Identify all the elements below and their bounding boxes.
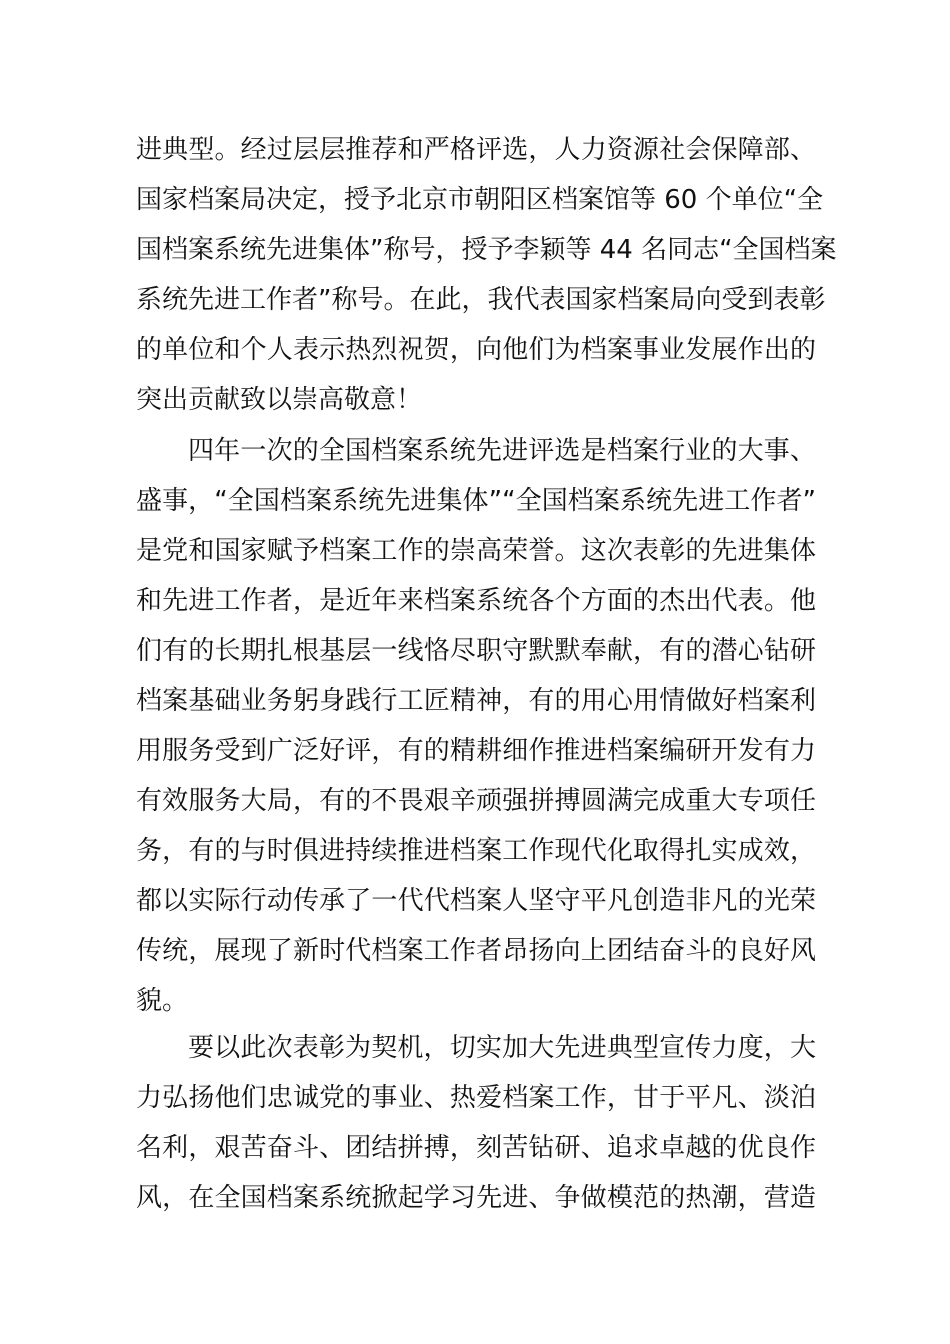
paragraph-3	[136, 1023, 816, 1223]
paragraph-2	[136, 426, 816, 1026]
text-line: 系统先进工作者”称号。在此，我代表国家档案局向受到表彰	[136, 285, 826, 315]
text-line: 力弘扬他们忠诚党的事业、热爱档案工作，甘于平凡、淡泊	[136, 1083, 816, 1113]
text-line: 突出贡献致以崇高敬意！	[136, 385, 423, 415]
text-line: 名利，艰苦奋斗、团结拼搏，刻苦钻研、追求卓越的优良作	[136, 1133, 816, 1163]
text-line: 和先进工作者，是近年来档案系统各个方面的杰出代表。他	[136, 586, 816, 616]
text-line: 国家档案局决定，授予北京市朝阳区档案馆等 60 个单位“全	[136, 185, 824, 215]
text-line: 国档案系统先进集体”称号，授予李颖等 44 名同志“全国档案	[136, 235, 837, 265]
text-line: 貌。	[136, 986, 189, 1016]
text-line: 档案基础业务躬身践行工匠精神，有的用心用情做好档案利	[136, 686, 816, 716]
text-line: 务，有的与时俱进持续推进档案工作现代化取得扎实成效，	[136, 836, 816, 866]
text-line: 是党和国家赋予档案工作的崇高荣誉。这次表彰的先进集体	[136, 536, 816, 566]
text-line: 的单位和个人表示热烈祝贺，向他们为档案事业发展作出的	[136, 335, 816, 365]
text-line: 盛事，“全国档案系统先进集体”“全国档案系统先进工作者”	[136, 486, 816, 516]
text-line: 有效服务大局，有的不畏艰辛顽强拼搏圆满完成重大专项任	[136, 786, 816, 816]
text-line: 要以此次表彰为契机，切实加大先进典型宣传力度，大	[188, 1033, 816, 1063]
text-line: 风，在全国档案系统掀起学习先进、争做模范的热潮，营造	[136, 1183, 816, 1213]
text-line: 们有的长期扎根基层一线恪尽职守默默奉献，有的潜心钻研	[136, 636, 816, 666]
text-line: 用服务受到广泛好评，有的精耕细作推进档案编研开发有力	[136, 736, 816, 766]
text-line: 都以实际行动传承了一代代档案人坚守平凡创造非凡的光荣	[136, 886, 816, 916]
paragraph-1	[136, 125, 837, 425]
text-line: 进典型。经过层层推荐和严格评选，人力资源社会保障部、	[136, 135, 816, 165]
text-line: 四年一次的全国档案系统先进评选是档案行业的大事、	[188, 436, 816, 466]
text-line: 传统，展现了新时代档案工作者昂扬向上团结奋斗的良好风	[136, 936, 816, 966]
